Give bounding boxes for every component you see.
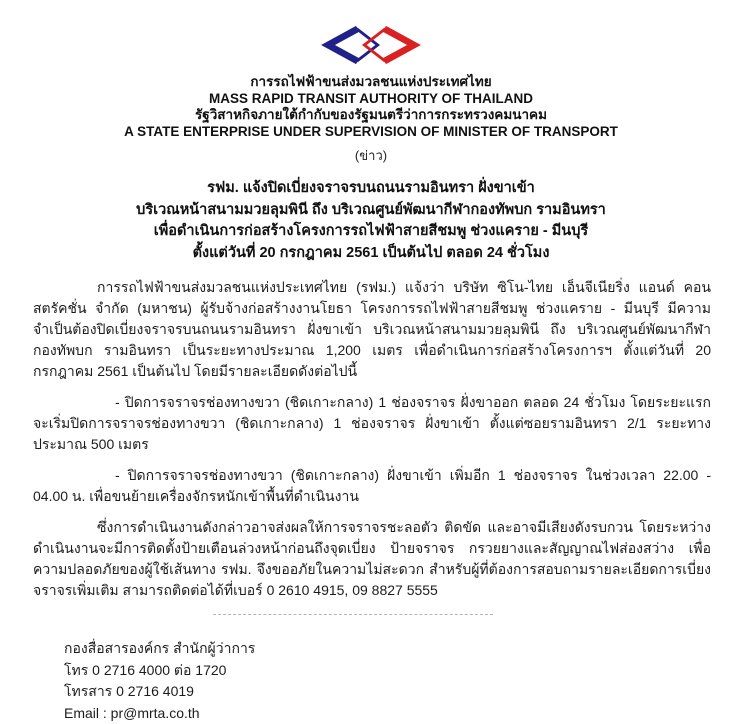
- paragraph-apology-contact: ซึ่งการดำเนินงานดังกล่าวอาจส่งผลให้การจราจรชะลอตัว ติดขัด และอาจมีเสียงดังรบกวน โดยระหว่างดำเนินงานจะมีการติดตั้งป้ายเตือนล่วงหน้าก่อนถึงจุดเบี่ยง ป้ายจราจร กรวยยางและสัญญาณไฟส่องสว่าง เพื่อความปลอดภัยของผู้ใช้เส้นทาง รฟม. จึงขออภัยในความไม่สะดวก สำหรับผู้ที่ต้องการสอบถามรายละเอียดการเบี่ยงจราจรเพิ่มเติม สามารถติดต่อได้ที่เบอร์ 0 2610 4915, 09 8827 5555: [33, 517, 711, 601]
- footer-fax: โทรสาร 0 2716 4019: [64, 681, 742, 703]
- supervision-thai: รัฐวิสาหกิจภายใต้กำกับของรัฐมนตรีว่าการกระทรวงคมนาคม: [0, 107, 742, 124]
- letterhead: [0, 74, 742, 140]
- doc-type-label: (ข่าว): [0, 145, 742, 166]
- footer-phone: โทร 0 2716 4000 ต่อ 1720: [64, 660, 742, 682]
- footer-email: Email : pr@mrta.co.th: [64, 703, 742, 724]
- org-name-thai: การรถไฟฟ้าขนส่งมวลชนแห่งประเทศไทย: [0, 74, 742, 91]
- paragraph-intro: การรถไฟฟ้าขนส่งมวลชนแห่งประเทศไทย (รฟม.) แจ้งว่า บริษัท ซิโน-ไทย เอ็นจีเนียริ่ง แอนด์ คอนสตรัคชั่น จำกัด (มหาชน) ผู้รับจ้างก่อสร้างงานโยธา โครงการรถไฟฟ้าสายสีชมพู ช่วงแคราย - มีนบุรี มีความจำเป็นต้องปิดเบี่ยงจราจรบนถนนรามอินทรา ฝั่งขาเข้า บริเวณหน้าสนามมวยลุมพินี ถึง บริเวณศูนย์พัฒนากีฬากองทัพบก รามอินทรา เป็นระยะทางประมาณ 1,200 เมตร เพื่อดำเนินการก่อสร้างโครงการฯ ตั้งแต่วันที่ 20 กรกฎาคม 2561 เป็นต้นไป โดยมีรายละเอียดดังต่อไปนี้: [33, 277, 711, 382]
- title-line-3: เพื่อดำเนินการก่อสร้างโครงการรถไฟฟ้าสายสีชมพู ช่วงแคราย - มีนบุรี: [0, 221, 742, 243]
- mrta-logo: [0, 24, 742, 66]
- mrta-logo-icon: [321, 24, 421, 66]
- bullet-lane-closure-outbound: - ปิดการจราจรช่องทางขวา (ชิดเกาะกลาง) 1 ช่องจราจร ฝั่งขาออก ตลอด 24 ชั่วโมง โดยระยะแรก จะเริ่มปิดการจราจรช่องทางขวา (ชิดเกาะกลาง) 1 ช่องจราจร ฝั่งขาเข้า ตั้งแต่ซอยรามอินทรา 2/1 ระยะทางประมาณ 500 เมตร: [33, 392, 711, 455]
- title-line-4: ตั้งแต่วันที่ 20 กรกฎาคม 2561 เป็นต้นไป ตลอด 24 ชั่วโมง: [0, 243, 742, 265]
- section-divider: [213, 614, 493, 615]
- press-release-title: [0, 178, 742, 264]
- body-content: [33, 277, 711, 601]
- supervision-english: A STATE ENTERPRISE UNDER SUPERVISION OF MINISTER OF TRANSPORT: [0, 124, 742, 141]
- title-line-1: รฟม. แจ้งปิดเบี่ยงจราจรบนถนนรามอินทรา ฝั่งขาเข้า: [0, 178, 742, 200]
- org-name-english: MASS RAPID TRANSIT AUTHORITY OF THAILAND: [0, 91, 742, 108]
- title-line-2: บริเวณหน้าสนามมวยลุมพินี ถึง บริเวณศูนย์พัฒนากีฬากองทัพบก รามอินทรา: [0, 200, 742, 222]
- bullet-lane-closure-inbound: - ปิดการจราจรช่องทางขวา (ชิดเกาะกลาง) ฝั่งขาเข้า เพิ่มอีก 1 ช่องจราจร ในช่วงเวลา 22.00 - 04.00 น. เพื่อขนย้ายเครื่องจักรหนักเข้าพื้นที่ดำเนินงาน: [33, 465, 711, 507]
- footer-department: กองสื่อสารองค์กร สำนักผู้ว่าการ: [64, 638, 742, 660]
- contact-footer: [64, 638, 742, 724]
